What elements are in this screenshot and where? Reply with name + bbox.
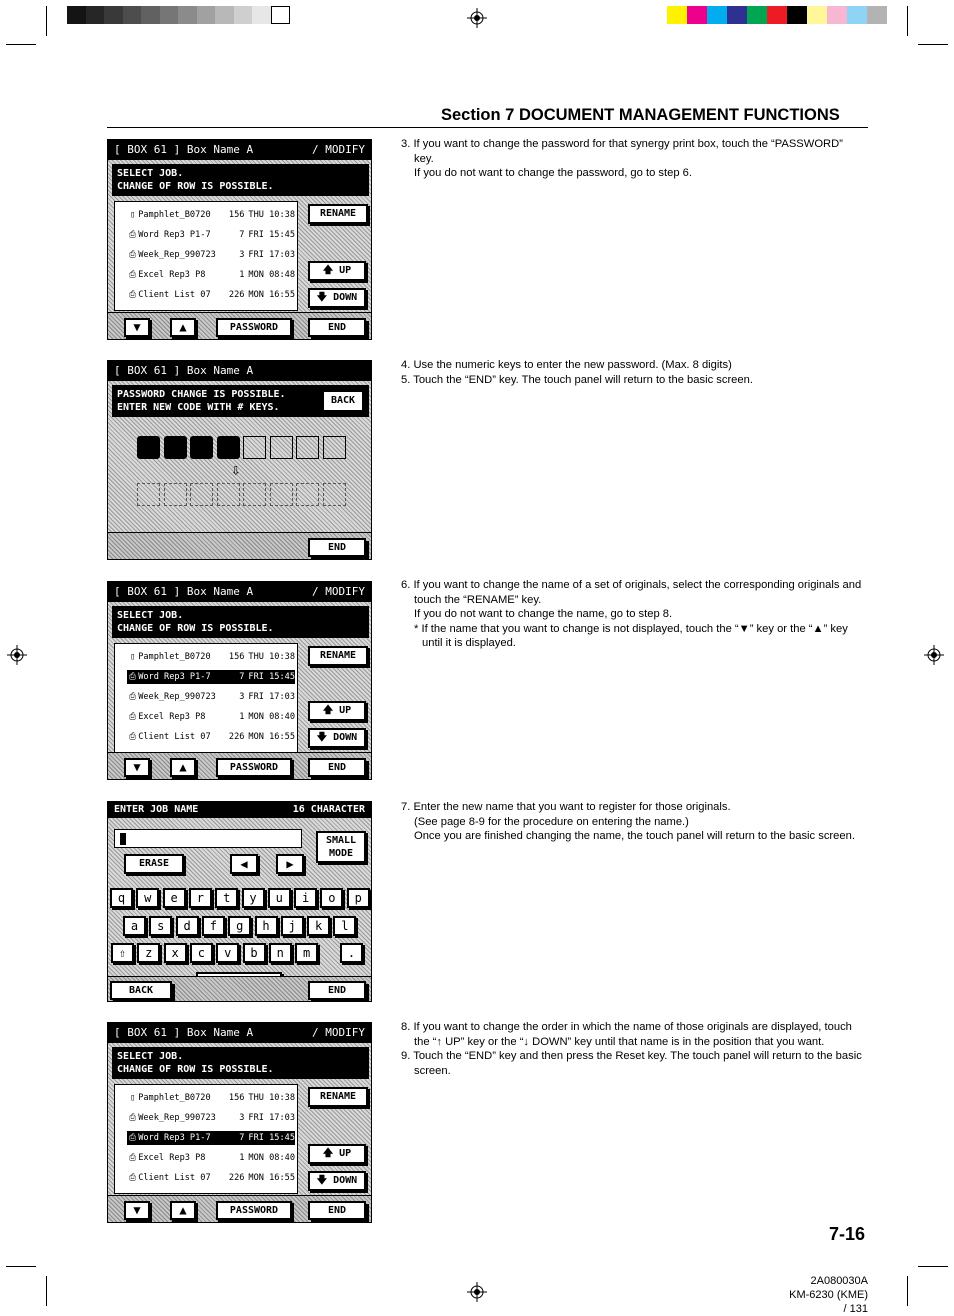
job-row[interactable] xyxy=(127,1151,295,1165)
key-p[interactable]: p xyxy=(347,888,370,908)
color-swatch xyxy=(867,6,887,24)
key-d[interactable]: d xyxy=(176,916,199,936)
key-f[interactable]: f xyxy=(202,916,225,936)
cursor-arrow-icon: ⇩ xyxy=(231,460,241,479)
color-swatch xyxy=(727,6,747,24)
key-j[interactable]: j xyxy=(281,916,304,936)
step-4-5-text xyxy=(401,358,871,387)
job-name: Excel Rep3 P8 xyxy=(138,1153,206,1163)
job-time: MON 16:55 xyxy=(248,1173,295,1183)
job-name: Word Rep3 P1-7 xyxy=(138,230,211,240)
end-button[interactable]: END xyxy=(308,981,366,1000)
job-name: Week_Rep_990723 xyxy=(138,250,216,260)
job-list xyxy=(114,1084,298,1194)
up-label: UP xyxy=(339,1148,352,1159)
job-row[interactable] xyxy=(127,228,295,242)
up-button[interactable] xyxy=(308,261,366,281)
crop-mark xyxy=(907,6,908,36)
printer-icon: ⎙ xyxy=(129,692,137,702)
job-name: Pamphlet_B0720 xyxy=(138,1093,211,1103)
job-pages: 3 xyxy=(239,692,245,702)
key-o[interactable]: o xyxy=(320,888,343,908)
step-line: until it is displayed. xyxy=(422,637,516,649)
color-swatch xyxy=(787,6,807,24)
job-time: THU 10:38 xyxy=(248,1093,295,1103)
rename-button[interactable]: RENAME xyxy=(308,646,368,666)
scroll-up-button[interactable]: ▲ xyxy=(170,758,196,777)
confirm-digit-empty xyxy=(270,483,293,506)
cursor-right-button[interactable]: ▶ xyxy=(276,854,304,874)
small-mode-label: SMALL xyxy=(325,835,357,846)
gray-swatch xyxy=(141,6,160,24)
back-button[interactable]: BACK xyxy=(322,390,364,412)
page-number: 7-16 xyxy=(829,1224,866,1244)
down-button[interactable] xyxy=(308,288,366,308)
small-mode-button[interactable] xyxy=(316,831,366,863)
message-line: SELECT JOB. xyxy=(117,1051,184,1062)
password-digit-filled xyxy=(217,436,240,459)
job-name: Word Rep3 P1-7 xyxy=(138,672,211,682)
instruction-message xyxy=(112,164,369,196)
enter-job-name-label: ENTER JOB NAME xyxy=(114,804,199,815)
job-name: Week_Rep_990723 xyxy=(138,692,216,702)
printer-icon: ⎙ xyxy=(129,1173,137,1183)
color-swatch xyxy=(667,6,687,24)
key-period[interactable]: . xyxy=(340,943,363,963)
key-a[interactable]: a xyxy=(123,916,146,936)
job-pages: 156 xyxy=(228,210,245,220)
scroll-up-button[interactable]: ▲ xyxy=(170,1201,196,1220)
job-time: MON 08:40 xyxy=(248,1153,295,1163)
job-pages: 156 xyxy=(228,652,245,662)
message-line: CHANGE OF ROW IS POSSIBLE. xyxy=(117,181,274,192)
down-label: DOWN xyxy=(333,732,358,743)
job-name: Excel Rep3 P8 xyxy=(138,270,206,280)
job-row[interactable] xyxy=(127,710,295,724)
box-name-label: [ BOX 61 ] Box Name A xyxy=(114,1026,254,1039)
document-icon: ▯ xyxy=(130,652,136,662)
job-list xyxy=(114,643,298,753)
key-k[interactable]: k xyxy=(307,916,330,936)
rename-button[interactable]: RENAME xyxy=(308,1087,368,1107)
job-row[interactable] xyxy=(127,670,295,684)
color-swatch xyxy=(707,6,727,24)
box-name-label: [ BOX 61 ] Box Name A xyxy=(114,364,254,377)
job-time: MON 08:48 xyxy=(248,270,295,280)
modify-label: / MODIFY xyxy=(312,1026,365,1039)
crop-mark xyxy=(46,6,47,36)
confirm-digit-empty xyxy=(190,483,213,506)
job-row[interactable] xyxy=(127,1171,295,1185)
step-line: 8. If you want to change the order in which the name of those originals are displayed, touch xyxy=(401,1021,852,1033)
job-row[interactable] xyxy=(127,730,295,744)
crop-mark xyxy=(918,1266,948,1267)
up-arrow-icon: 🡅 xyxy=(322,265,334,276)
key-t[interactable]: t xyxy=(215,888,238,908)
instruction-message xyxy=(112,606,369,638)
job-select-panel-3 xyxy=(107,1022,372,1223)
step-line: * If the name that you want to change is not displayed, touch the “▼” key or the “▲” key xyxy=(414,622,848,635)
printer-icon: ⎙ xyxy=(129,1153,137,1163)
confirm-digit-empty xyxy=(164,483,187,506)
registration-mark-icon xyxy=(924,645,944,665)
gray-swatch xyxy=(67,6,86,24)
printer-icon: ⎙ xyxy=(129,672,137,682)
job-row[interactable] xyxy=(127,1091,295,1105)
printer-icon: ⎙ xyxy=(129,230,137,240)
color-swatch xyxy=(767,6,787,24)
printer-icon: ⎙ xyxy=(129,732,137,742)
key-u[interactable]: u xyxy=(268,888,291,908)
password-digit-filled xyxy=(190,436,213,459)
job-row[interactable] xyxy=(127,650,295,664)
confirm-digit-empty xyxy=(296,483,319,506)
job-time: FRI 17:03 xyxy=(248,692,295,702)
end-button[interactable]: END xyxy=(308,758,366,777)
job-name: Week_Rep_990723 xyxy=(138,1113,216,1123)
gray-swatch xyxy=(178,6,197,24)
job-pages: 7 xyxy=(239,672,245,682)
job-name: Client List 07 xyxy=(138,732,211,742)
key-x[interactable]: x xyxy=(164,943,187,963)
key-s[interactable]: s xyxy=(149,916,172,936)
job-time: MON 08:40 xyxy=(248,712,295,722)
erase-button[interactable]: ERASE xyxy=(124,854,184,874)
crop-mark xyxy=(907,1276,908,1306)
step-line: If you do not want to change the name, go to step 8. xyxy=(414,608,673,620)
job-list xyxy=(114,201,298,311)
gray-swatch xyxy=(123,6,142,24)
key-z[interactable]: z xyxy=(137,943,160,963)
key-v[interactable]: v xyxy=(216,943,239,963)
password-digit-empty xyxy=(323,436,346,459)
step-line: (See page 8-9 for the procedure on entering the name.) xyxy=(414,815,689,828)
key-q[interactable]: q xyxy=(110,888,133,908)
color-swatch xyxy=(687,6,707,24)
color-swatch xyxy=(847,6,867,24)
scroll-down-button[interactable]: ▼ xyxy=(124,758,150,777)
document-icon: ▯ xyxy=(130,1093,136,1103)
down-arrow-icon: 🡇 xyxy=(316,732,328,743)
step-line: 9. Touch the “END” key and then press the Reset key. The touch panel will return to the basic xyxy=(401,1050,862,1062)
job-time: THU 10:38 xyxy=(248,210,295,220)
down-arrow-icon: 🡇 xyxy=(316,1175,328,1186)
key-e[interactable]: e xyxy=(163,888,186,908)
scroll-up-button[interactable]: ▲ xyxy=(170,318,196,337)
job-pages: 226 xyxy=(228,290,245,300)
printer-icon: ⎙ xyxy=(129,270,137,280)
job-select-panel-2 xyxy=(107,581,372,780)
end-button[interactable]: END xyxy=(308,538,366,557)
name-input-field[interactable] xyxy=(114,829,302,848)
step-line: 6. If you want to change the name of a set of originals, select the corresponding originals and xyxy=(401,579,862,591)
up-arrow-icon: 🡅 xyxy=(322,1148,334,1159)
job-time: MON 16:55 xyxy=(248,732,295,742)
job-pages: 1 xyxy=(239,1153,245,1163)
crop-mark xyxy=(6,1266,36,1267)
step-line: If you do not want to change the password, go to step 6. xyxy=(414,167,693,179)
section-title: Section 7 DOCUMENT MANAGEMENT FUNCTIONS xyxy=(441,106,840,124)
step-7-text xyxy=(401,800,871,844)
step-line: 7. Enter the new name that you want to register for those originals. xyxy=(401,801,731,813)
job-time: FRI 15:45 xyxy=(248,230,295,240)
end-button[interactable]: END xyxy=(308,318,366,337)
gray-swatch xyxy=(271,6,290,24)
job-pages: 3 xyxy=(239,1113,245,1123)
step-8-9-text xyxy=(401,1020,871,1078)
password-panel xyxy=(107,360,372,560)
model-label: KM-6230 (KME) xyxy=(789,1289,868,1301)
down-button[interactable] xyxy=(308,728,366,748)
job-row[interactable] xyxy=(127,288,295,302)
password-button[interactable]: PASSWORD xyxy=(216,318,292,337)
key-l[interactable]: l xyxy=(333,916,356,936)
job-pages: 156 xyxy=(228,1093,245,1103)
gray-swatch xyxy=(215,6,234,24)
crop-mark xyxy=(918,44,948,45)
scroll-down-button[interactable]: ▼ xyxy=(124,1201,150,1220)
key-n[interactable]: n xyxy=(269,943,292,963)
job-name: Client List 07 xyxy=(138,290,211,300)
job-time: FRI 17:03 xyxy=(248,250,295,260)
password-button[interactable]: PASSWORD xyxy=(216,758,292,777)
message-line: SELECT JOB. xyxy=(117,610,184,621)
job-time: FRI 15:45 xyxy=(248,672,295,682)
crop-mark xyxy=(6,44,36,45)
message-line: PASSWORD CHANGE IS POSSIBLE. xyxy=(117,389,286,400)
instruction-message xyxy=(112,1047,369,1079)
up-arrow-icon: 🡅 xyxy=(322,705,334,716)
name-entry-panel xyxy=(107,801,372,1002)
key-h[interactable]: h xyxy=(255,916,278,936)
printer-icon: ⎙ xyxy=(129,1113,137,1123)
gray-swatch xyxy=(197,6,216,24)
job-name: Client List 07 xyxy=(138,1173,211,1183)
rename-button[interactable]: RENAME xyxy=(308,204,368,224)
job-time: THU 10:38 xyxy=(248,652,295,662)
step-6-text xyxy=(401,578,871,651)
confirm-digit-empty xyxy=(217,483,240,506)
end-button[interactable]: END xyxy=(308,1201,366,1220)
up-button[interactable] xyxy=(308,701,366,721)
message-line: ENTER NEW CODE WITH # KEYS. xyxy=(117,402,280,413)
key-m[interactable]: m xyxy=(295,943,318,963)
key-b[interactable]: b xyxy=(243,943,266,963)
registration-mark-icon xyxy=(7,645,27,665)
job-row[interactable] xyxy=(127,1111,295,1125)
key-c[interactable]: c xyxy=(190,943,213,963)
job-name: Pamphlet_B0720 xyxy=(138,652,211,662)
header-rule xyxy=(107,127,868,128)
gray-swatch xyxy=(86,6,105,24)
down-arrow-icon: 🡇 xyxy=(316,292,328,303)
job-pages: 7 xyxy=(239,230,245,240)
step-line: the “↑ UP” key or the “↓ DOWN” key until that name is in the position that you want. xyxy=(414,1035,825,1048)
job-pages: 7 xyxy=(239,1133,245,1143)
password-button[interactable]: PASSWORD xyxy=(216,1201,292,1220)
shift-key-icon[interactable]: ⇧ xyxy=(111,943,134,963)
page-reference: / 131 xyxy=(843,1303,868,1315)
up-label: UP xyxy=(339,705,352,716)
step-line: 3. If you want to change the password for that synergy print box, touch the “PASSWORD” xyxy=(401,138,843,150)
step-line: touch the “RENAME” key. xyxy=(414,593,542,606)
panel-title-bar xyxy=(108,1023,371,1043)
printer-icon: ⎙ xyxy=(129,250,137,260)
small-mode-label: MODE xyxy=(328,848,354,859)
modify-label: / MODIFY xyxy=(312,585,365,598)
job-name: Excel Rep3 P8 xyxy=(138,712,206,722)
color-swatch xyxy=(827,6,847,24)
registration-mark-icon xyxy=(467,1282,487,1302)
up-label: UP xyxy=(339,265,352,276)
password-digit-empty xyxy=(270,436,293,459)
crop-mark xyxy=(46,1276,47,1306)
step-3-text xyxy=(401,137,871,181)
step-line: screen. xyxy=(414,1064,451,1077)
modify-label: / MODIFY xyxy=(312,143,365,156)
message-line: SELECT JOB. xyxy=(117,168,184,179)
password-digit-empty xyxy=(296,436,319,459)
job-pages: 226 xyxy=(228,732,245,742)
color-swatch xyxy=(747,6,767,24)
box-name-label: [ BOX 61 ] Box Name A xyxy=(114,585,254,598)
down-button[interactable] xyxy=(308,1171,366,1191)
job-row[interactable] xyxy=(127,208,295,222)
down-label: DOWN xyxy=(333,1175,358,1186)
back-button[interactable]: BACK xyxy=(110,981,172,1000)
password-digit-empty xyxy=(243,436,266,459)
confirm-digit-empty xyxy=(137,483,160,506)
document-icon: ▯ xyxy=(130,210,136,220)
panel-title-bar xyxy=(108,361,371,381)
job-row[interactable] xyxy=(127,268,295,282)
key-i[interactable]: i xyxy=(294,888,317,908)
confirm-digit-empty xyxy=(243,483,266,506)
character-limit-label: 16 CHARACTER xyxy=(292,804,365,815)
step-line: 5. Touch the “END” key. The touch panel will return to the basic screen. xyxy=(401,373,753,386)
job-row[interactable] xyxy=(127,690,295,704)
box-name-label: [ BOX 61 ] Box Name A xyxy=(114,143,254,156)
key-g[interactable]: g xyxy=(228,916,251,936)
panel-title-bar xyxy=(108,582,371,602)
up-button[interactable] xyxy=(308,1144,366,1164)
color-swatch xyxy=(807,6,827,24)
cursor-left-button[interactable]: ◀ xyxy=(230,854,258,874)
job-pages: 3 xyxy=(239,250,245,260)
text-cursor xyxy=(120,833,126,845)
password-digit-filled xyxy=(164,436,187,459)
job-select-panel-1 xyxy=(107,139,372,340)
registration-mark-icon xyxy=(467,8,487,28)
printer-icon: ⎙ xyxy=(129,712,137,722)
document-code: 2A080030A xyxy=(810,1275,868,1287)
gray-swatch xyxy=(234,6,253,24)
job-time: FRI 17:03 xyxy=(248,1113,295,1123)
job-name: Word Rep3 P1-7 xyxy=(138,1133,211,1143)
message-line: CHANGE OF ROW IS POSSIBLE. xyxy=(117,623,274,634)
gray-swatch xyxy=(104,6,123,24)
document-footer xyxy=(780,1274,868,1316)
job-row[interactable] xyxy=(127,1131,295,1145)
job-name: Pamphlet_B0720 xyxy=(138,210,211,220)
job-row[interactable] xyxy=(127,248,295,262)
printer-icon: ⎙ xyxy=(129,290,137,300)
scroll-down-button[interactable]: ▼ xyxy=(124,318,150,337)
step-line: key. xyxy=(414,152,434,165)
step-line: 4. Use the numeric keys to enter the new password. (Max. 8 digits) xyxy=(401,359,732,371)
job-pages: 226 xyxy=(228,1173,245,1183)
panel-title-bar xyxy=(108,802,371,818)
confirm-digit-empty xyxy=(323,483,346,506)
password-digit-filled xyxy=(137,436,160,459)
gray-swatch xyxy=(252,6,271,24)
key-r[interactable]: r xyxy=(189,888,212,908)
step-line: Once you are finished changing the name, the touch panel will return to the basic screen. xyxy=(414,830,855,842)
job-time: MON 16:55 xyxy=(248,290,295,300)
message-line: CHANGE OF ROW IS POSSIBLE. xyxy=(117,1064,274,1075)
printer-icon: ⎙ xyxy=(129,1133,137,1143)
key-y[interactable]: y xyxy=(242,888,265,908)
down-label: DOWN xyxy=(333,292,358,303)
job-pages: 1 xyxy=(239,270,245,280)
job-time: FRI 15:45 xyxy=(248,1133,295,1143)
key-w[interactable]: w xyxy=(136,888,159,908)
job-pages: 1 xyxy=(239,712,245,722)
gray-swatch xyxy=(160,6,179,24)
panel-title-bar xyxy=(108,140,371,160)
